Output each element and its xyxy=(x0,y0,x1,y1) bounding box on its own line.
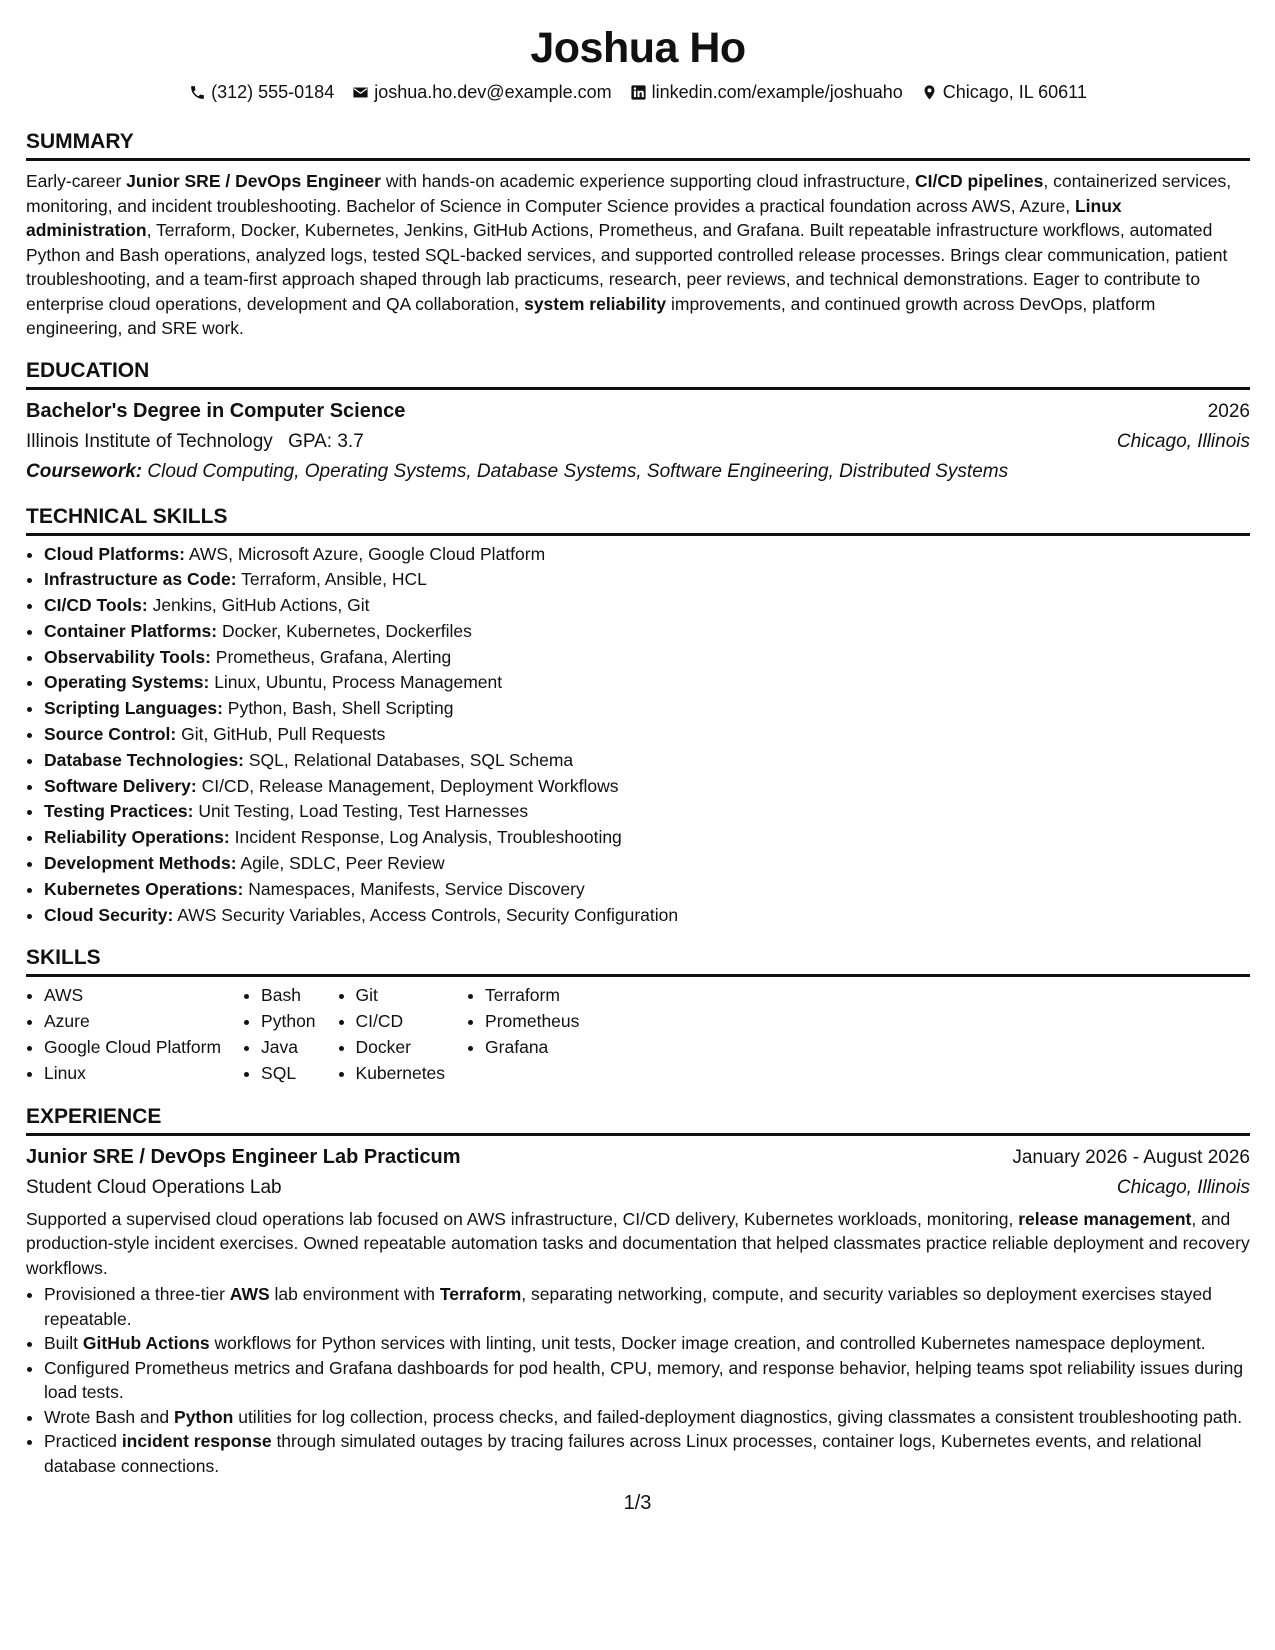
skill-values: CI/CD, Release Management, Deployment Workflows xyxy=(196,775,619,796)
resume-page xyxy=(26,18,1250,1478)
skill-category: Operating Systems: xyxy=(44,672,210,693)
technical-skill-item xyxy=(44,670,1250,696)
technical-skill-item xyxy=(44,542,1250,568)
technical-skill-item xyxy=(44,877,1250,903)
skill-values: AWS, Microsoft Azure, Google Cloud Platform xyxy=(184,543,546,564)
skills-column xyxy=(26,983,221,1086)
technical-skill-item xyxy=(44,722,1250,748)
skill-values: Python, Bash, Shell Scripting xyxy=(222,698,454,719)
linkedin-icon xyxy=(630,84,647,101)
job-title-row xyxy=(26,1142,1250,1173)
skill-category: Container Platforms: xyxy=(44,620,218,641)
summary-section xyxy=(26,128,1250,341)
skills-column xyxy=(243,983,315,1086)
text-run: Practiced xyxy=(44,1431,122,1452)
skill-category: Testing Practices: xyxy=(44,801,194,822)
skill-category: Cloud Platforms: xyxy=(44,543,185,564)
job-dates: January 2026 - August 2026 xyxy=(1012,1146,1250,1168)
skills-column xyxy=(467,983,579,1086)
emphasis-text: release management xyxy=(1018,1208,1192,1229)
skill-values: Docker, Kubernetes, Dockerfiles xyxy=(217,620,472,641)
technical-skill-item xyxy=(44,851,1250,877)
skill-values: Namespaces, Manifests, Service Discovery xyxy=(243,878,585,899)
phone-icon xyxy=(189,84,206,101)
text-run: Early-career xyxy=(26,171,127,191)
skill-item: • SQL xyxy=(261,1061,315,1087)
contact-email[interactable] xyxy=(352,80,611,104)
text-run: with hands-on academic experience supporting cloud infrastructure, xyxy=(380,171,916,191)
job-org: Student Cloud Operations Lab xyxy=(26,1176,282,1198)
skills-heading: SKILLS xyxy=(26,944,1250,977)
emphasis-text: CI/CD pipelines xyxy=(915,171,1044,191)
text-run: Configured Prometheus metrics and Grafana dashboards for pod health, CPU, memory, and response behavior, helping teams spot reliability issues during load tests. xyxy=(44,1357,1244,1403)
coursework-label: Coursework: xyxy=(26,460,143,482)
experience-bullet xyxy=(44,1282,1250,1331)
skill-values: Agile, SDLC, Peer Review xyxy=(236,853,445,874)
text-run: workflows for Python services with linting, unit tests, Docker image creation, and controlled Kubernetes namespace deployment. xyxy=(209,1333,1206,1354)
experience-heading: EXPERIENCE xyxy=(26,1103,1250,1136)
skill-category: Observability Tools: xyxy=(44,646,211,667)
text-run: , separating networking, compute, and security variables so deployment exercises stayed repeatable. xyxy=(44,1284,1212,1329)
technical-skill-item xyxy=(44,825,1250,851)
text-run: Supported a supervised cloud operations lab focused on AWS infrastructure, CI/CD delivery, Kubernetes workloads, monitoring, xyxy=(26,1208,1019,1229)
skill-category: Infrastructure as Code: xyxy=(44,569,237,590)
degree-title: Bachelor's Degree in Computer Science xyxy=(26,399,406,422)
skills-section xyxy=(26,944,1250,1086)
skill-values: SQL, Relational Databases, SQL Schema xyxy=(244,749,574,770)
skill-item: • AWS xyxy=(44,983,221,1009)
text-run: Built xyxy=(44,1333,83,1354)
emphasis-text: GitHub Actions xyxy=(82,1333,210,1354)
skill-item: • CI/CD xyxy=(356,1009,446,1035)
skill-item: • Docker xyxy=(356,1035,446,1061)
skill-item: • Java xyxy=(261,1035,315,1061)
skill-values: Prometheus, Grafana, Alerting xyxy=(210,646,452,667)
text-run: , Terraform, Docker, Kubernetes, Jenkins, GitHub Actions, Prometheus, and Grafana. Built repeatable infrastructure workflows, automated Python and Bash operations, analyzed logs, tested SQL-backed services, and supported controlled release processes. Brings clear communication, patient troubleshooting, and a team-first approach shaped through lab practicums, research, peer reviews, and technical demonstrations. Eager to contribute to enterprise cloud operations, development and QA collaboration, xyxy=(26,220,1228,314)
education-section xyxy=(26,357,1250,487)
skill-category: Source Control: xyxy=(44,724,177,745)
summary-text xyxy=(26,169,1250,341)
technical-skills-heading: TECHNICAL SKILLS xyxy=(26,503,1250,536)
job-org-row xyxy=(26,1173,1250,1203)
skill-values: Jenkins, GitHub Actions, Git xyxy=(147,595,370,616)
gpa: GPA: 3.7 xyxy=(288,430,364,452)
technical-skills-section xyxy=(26,503,1250,929)
skill-category: Software Delivery: xyxy=(44,775,197,796)
experience-section xyxy=(26,1103,1250,1479)
job-intro xyxy=(26,1207,1250,1281)
technical-skill-item xyxy=(44,619,1250,645)
contact-phone[interactable] xyxy=(189,80,334,104)
skills-columns xyxy=(26,983,1250,1086)
technical-skill-item xyxy=(44,903,1250,929)
skill-values: Incident Response, Log Analysis, Troubleshooting xyxy=(229,827,622,848)
skill-category: Development Methods: xyxy=(44,853,237,874)
degree-row xyxy=(26,396,1250,427)
skill-item: • Python xyxy=(261,1009,315,1035)
emphasis-text: system reliability xyxy=(524,293,667,314)
job-bullets xyxy=(26,1282,1250,1478)
school-location: Chicago, Illinois xyxy=(1116,430,1250,452)
technical-skill-item xyxy=(44,748,1250,774)
technical-skills-list xyxy=(26,542,1250,929)
graduation-year: 2026 xyxy=(1207,400,1250,422)
education-heading: EDUCATION xyxy=(26,357,1250,390)
text-run: utilities for log collection, process checks, and failed-deployment diagnostics, giving classmates a consistent troubleshooting path. xyxy=(233,1406,1243,1427)
skill-values: AWS Security Variables, Access Controls, Security Configuration xyxy=(173,904,679,925)
location-pin-icon xyxy=(921,84,938,101)
skill-item: • Terraform xyxy=(485,983,579,1009)
technical-skill-item xyxy=(44,593,1250,619)
skill-item: • Git xyxy=(356,983,446,1009)
contact-linkedin[interactable] xyxy=(630,80,903,104)
location-text: Chicago, IL 60611 xyxy=(942,82,1087,102)
skills-column xyxy=(338,983,446,1086)
job-title: Junior SRE / DevOps Engineer Lab Practicum xyxy=(26,1145,461,1168)
text-run: lab environment with xyxy=(269,1284,440,1305)
skill-category: Cloud Security: xyxy=(44,904,174,925)
skill-item: • Azure xyxy=(44,1009,221,1035)
candidate-name: Joshua Ho xyxy=(530,24,746,72)
coursework xyxy=(26,457,1250,487)
skill-category: CI/CD Tools: xyxy=(44,595,148,616)
technical-skill-item xyxy=(44,774,1250,800)
text-run: , and production-style incident exercises. Owned repeatable automation tasks and documentation that helped classmates practice reliable deployment and recovery workflows. xyxy=(26,1208,1250,1278)
text-run: Provisioned a three-tier xyxy=(44,1284,230,1305)
experience-bullet xyxy=(44,1429,1250,1478)
emphasis-text: Terraform xyxy=(439,1284,522,1305)
envelope-icon xyxy=(352,84,369,101)
skill-values: Git, GitHub, Pull Requests xyxy=(176,724,386,745)
experience-bullet xyxy=(44,1331,1250,1356)
skill-category: Kubernetes Operations: xyxy=(44,878,244,899)
phone-text: (312) 555-0184 xyxy=(211,82,335,102)
skill-item: • Bash xyxy=(261,983,315,1009)
skill-category: Database Technologies: xyxy=(44,749,245,770)
school-row xyxy=(26,427,1250,457)
text-run: improvements, and continued growth across DevOps, platform engineering, and SRE work. xyxy=(26,293,1156,338)
summary-heading: SUMMARY xyxy=(26,128,1250,161)
linkedin-text: linkedin.com/example/joshuaho xyxy=(651,82,903,102)
experience-bullet xyxy=(44,1405,1250,1430)
technical-skill-item xyxy=(44,696,1250,722)
skill-values: Unit Testing, Load Testing, Test Harnesses xyxy=(193,801,529,822)
skill-item: • Linux xyxy=(44,1061,221,1087)
technical-skill-item xyxy=(44,567,1250,593)
contact-location xyxy=(921,80,1087,104)
text-run: , containerized services, monitoring, and incident troubleshooting. Bachelor of Science in Computer Science provides a practical foundation across AWS, Azure, xyxy=(26,171,1232,216)
skill-category: Scripting Languages: xyxy=(44,698,223,719)
job-entry xyxy=(26,1142,1250,1479)
email-text: joshua.ho.dev@example.com xyxy=(374,82,612,102)
skill-item: • Grafana xyxy=(485,1035,579,1061)
emphasis-text: Junior SRE / DevOps Engineer xyxy=(126,171,381,191)
experience-bullet xyxy=(44,1356,1250,1405)
contact-bar xyxy=(26,80,1250,104)
technical-skill-item xyxy=(44,799,1250,825)
skill-item: • Google Cloud Platform xyxy=(44,1035,221,1061)
coursework-list: Cloud Computing, Operating Systems, Database Systems, Software Engineering, Distributed Systems xyxy=(142,460,1009,482)
skill-item: • Kubernetes xyxy=(356,1061,446,1087)
skill-category: Reliability Operations: xyxy=(44,827,230,848)
text-run: through simulated outages by tracing failures across Linux processes, container logs, Kubernetes events, and relational database connections. xyxy=(44,1431,1202,1476)
emphasis-text: incident response xyxy=(121,1431,272,1452)
school-name: Illinois Institute of Technology xyxy=(26,430,273,452)
page-number: 1/3 xyxy=(623,1492,652,1514)
skill-values: Linux, Ubuntu, Process Management xyxy=(209,672,503,693)
job-location: Chicago, Illinois xyxy=(1116,1176,1250,1198)
emphasis-text: AWS xyxy=(229,1284,270,1305)
emphasis-text: Linux administration xyxy=(26,195,1122,240)
skill-item: • Prometheus xyxy=(485,1009,579,1035)
emphasis-text: Python xyxy=(174,1406,234,1427)
technical-skill-item xyxy=(44,645,1250,671)
text-run: Wrote Bash and xyxy=(44,1406,175,1427)
skill-values: Terraform, Ansible, HCL xyxy=(236,569,427,590)
